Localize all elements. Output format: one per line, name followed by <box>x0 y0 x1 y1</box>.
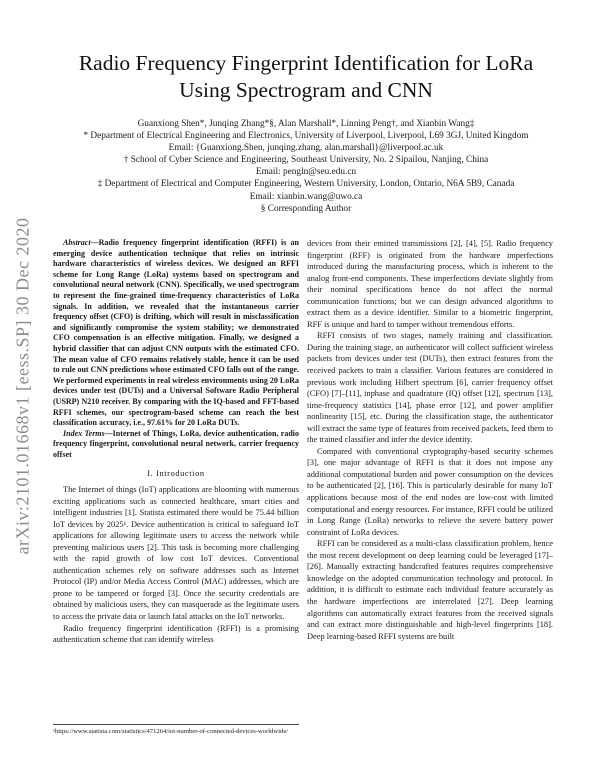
right-paragraph-2: RFFI consists of two stages, namely training and classification. During the training stage, an authenticator will collect sufficient wireless packets from devices under test (DUTs), then extract features from the received packets to train a classifier. Various features are considered in previous work including Hilbert spectrum [6], carrier frequency offset (CFO) [7]–[11], inphase and quadrature (IQ) offset [12], spectrum [13], time-frequency statistics [14], phase error [12], and power amplifier nonlinearity [15], etc. During the classification stage, the authenticator will extract the same type of features from received packets, feed them to the trained classifier and infer the device identity. <box>307 331 553 445</box>
author-names: Guanxiong Shen*, Junqing Zhang*§, Alan Marshall*, Linning Peng†, and Xianbin Wang‡ <box>137 119 475 129</box>
abstract-text: —Radio frequency fingerprint identification (RFFI) is an emerging device authentication technique that relies on intrinsic hardware characteristics of wireless devices. We designed an RFFI scheme for Long Range (LoRa) systems based on spectrogram and convolutional neural network (CNN). Specifically, we used spectrogram to represent the fine-grained time-frequency characteristics of LoRa signals. In addition, we revealed that the instantaneous carrier frequency offset (CFO) is drifting, which will result in misclassification and significantly compromise the system stability; we demonstrated CFO compensation is an effective mitigation. Finally, we designed a hybrid classifier that can adjust CNN outputs with the estimated CFO. The mean value of CFO remains relatively stable, hence it can be used to rule out CNN predictions whose estimated CFO falls out of the range. We performed experiments in real wireless environments using 20 LoRa devices under test (DUTs) and a Universal Software Radio Peripheral (USRP) N210 receiver. By comparing with the IQ-based and FFT-based RFFI schemes, our spectrogram-based scheme can reach the best classification accuracy, i.e., 97.61% for 20 LoRa DUTs. <box>53 238 299 428</box>
right-column <box>307 238 553 642</box>
index-terms-label: Index Terms <box>63 428 105 438</box>
arxiv-stamp <box>8 206 38 566</box>
arxiv-stamp-text: arXiv:2101.01668v1 [eess.SP] 30 Dec 2020 <box>12 217 33 555</box>
footnote: ¹https://www.statista.com/statistics/471264/iot-number-of-connected-devices-worldwide/ <box>53 724 299 736</box>
affiliation-2: † School of Cyber Science and Engineering, Southeast University, No. 2 Sipailou, Nanjing, China <box>123 155 489 166</box>
abstract <box>53 238 299 429</box>
affiliation-2-email: Email: pengln@seu.edu.cn <box>255 167 357 178</box>
intro-paragraph-2: Radio frequency fingerprint identification (RFFI) is a promising authentication scheme that can identify wireless <box>53 623 299 645</box>
corresponding-author: § Corresponding Author <box>260 203 352 214</box>
index-terms-text: —Internet of Things, LoRa, device authentication, radio frequency fingerprint, convolutional neural network, carrier frequency offset <box>53 428 300 459</box>
right-paragraph-4: RFFI can be considered as a multi-class classification problem, hence the most recent development on deep learning could be leveraged [17]–[26]. Manually extracting handcrafted features requires comprehensive knowledge on the adopted communication technology and protocol. In addition, it is difficult to estimate each individual feature accurately as the hardware imperfections are interrelated [27]. Deep learning algorithms can automatically extract features from the received signals and can extract more distinguishable and high-level fingerprints [18]. Deep learning-based RFFI systems are built <box>307 539 553 641</box>
author-block <box>56 118 556 215</box>
index-terms <box>53 429 299 461</box>
left-column <box>53 238 299 646</box>
affiliation-1: * Department of Electrical Engineering and Electronics, University of Liverpool, Liverpool, L69 3GJ, United Kingdom <box>83 131 529 142</box>
section-heading-introduction: I. Introduction <box>147 469 205 479</box>
right-paragraph-3: Compared with conventional cryptography-based security schemes [3], one major advantage of RFFI is that it does not impose any additional computational burden and power consumption on the devices to be authenticated [2], [16]. This is particularly desirable for many IoT applications because most of the end nodes are low-cost with limited computational and energy resources. For instance, RFFI could be utilized in Long Range (LoRa) networks to relieve the severe battery power constraint of LoRa devices. <box>307 446 553 537</box>
affiliation-3: ‡ Department of Electrical and Computer Engineering, Western University, London, Ontario, N6A 5B9, Canada <box>97 179 515 190</box>
affiliation-3-email: Email: xianbin.wang@uwo.ca <box>249 191 363 202</box>
abstract-label: Abstract <box>63 238 91 247</box>
paper-title: Radio Frequency Fingerprint Identification for LoRa Using Spectrogram and CNN <box>78 51 534 102</box>
affiliation-1-email: Email: {Guanxiong.Shen, junqing.zhang, alan.marshall}@liverpool.ac.uk <box>168 143 444 154</box>
intro-paragraph-1: The Internet of things (IoT) applications are blooming with numerous exciting applications such as connected healthcare, smart cities and intelligent industries [1]. Statista estimated there would be 75.44 billion IoT devices by 2025¹. Device authentication is critical to safeguard IoT applications for allowing legitimate users to access the network while preventing malicious users [2]. This task is becoming more challenging with the rapid growth of low cost IoT devices. Conventional authentication schemes rely on software addresses such as Internet Protocol (IP) and/or Media Access Control (MAC) addresses, which are prone to be tampered or forged [3]. Once the security credentials are obtained by malicious users, they can masquerade as the legitimate users to access the private data or launch fatal attacks on the IoT networks. <box>53 485 299 622</box>
right-paragraph-1: devices from their emitted transmissions [2], [4], [5]. Radio frequency fingerprint (RFF) is originated from the hardware imperfections introduced during the manufacturing process, which is inherent to the analog front-end components. These imperfections deviate slightly from their nominal specifications hence do not affect the normal communication functions; but we can design advanced algorithms to extract them as a device identifier. Similar to a biometric fingerprint, RFF is unique and hard to tamper without tremendous efforts. <box>307 239 553 329</box>
